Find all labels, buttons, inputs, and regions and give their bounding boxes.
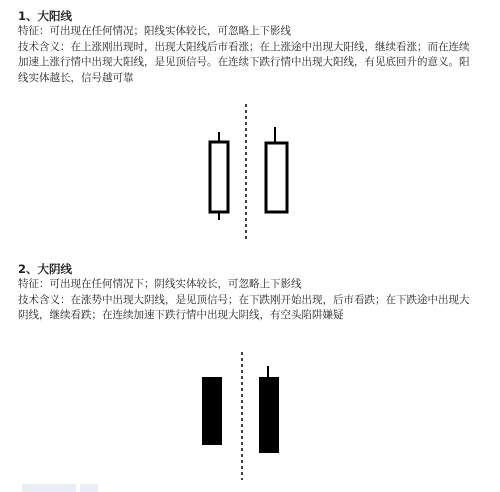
meaning-line: 阴线，继续看跌；在连续加速下跌行情中出现大阴线，有空头陷阱嫌疑 bbox=[18, 309, 344, 321]
section-title: 1、大阳线 bbox=[18, 9, 73, 23]
meaning-line: 技术含义：在涨势中出现大阴线，是见顶信号；在下跌刚开始出现，后市看跌；在下跌途中出现大 bbox=[18, 293, 470, 306]
bullish-candle-body-right bbox=[266, 143, 287, 212]
meaning-line: 线实体越长，信号越可靠 bbox=[18, 71, 134, 84]
bearish-candle-body-left bbox=[202, 377, 222, 445]
bearish-candle-body-right bbox=[259, 377, 279, 453]
meaning-line: 技术含义：在上涨刚出现时，出现大阳线后市看涨；在上涨途中出现大阳线，继续看涨；而在连续 bbox=[18, 40, 470, 53]
bullish-candle-diagram bbox=[210, 104, 287, 242]
bottom-tab-strip bbox=[22, 484, 76, 492]
feature-text: 特征：可出现在任何情况；阳线实体较长，可忽略上下影线 bbox=[18, 25, 291, 37]
bearish-candle-diagram bbox=[202, 352, 279, 480]
section-title: 2、大阴线 bbox=[18, 262, 73, 276]
bullish-candle-body-left bbox=[210, 142, 228, 212]
feature-text: 特征：可出现在任何情况下；阴线实体较长，可忽略上下影线 bbox=[18, 278, 302, 290]
meaning-line: 加速上涨行情中出现大阳线，是见顶信号。在连续下跌行情中出现大阳线，有见底回升的意义。阳 bbox=[18, 56, 470, 68]
bottom-tab-strip bbox=[80, 484, 98, 492]
section-big-bearish-candle bbox=[18, 261, 488, 324]
